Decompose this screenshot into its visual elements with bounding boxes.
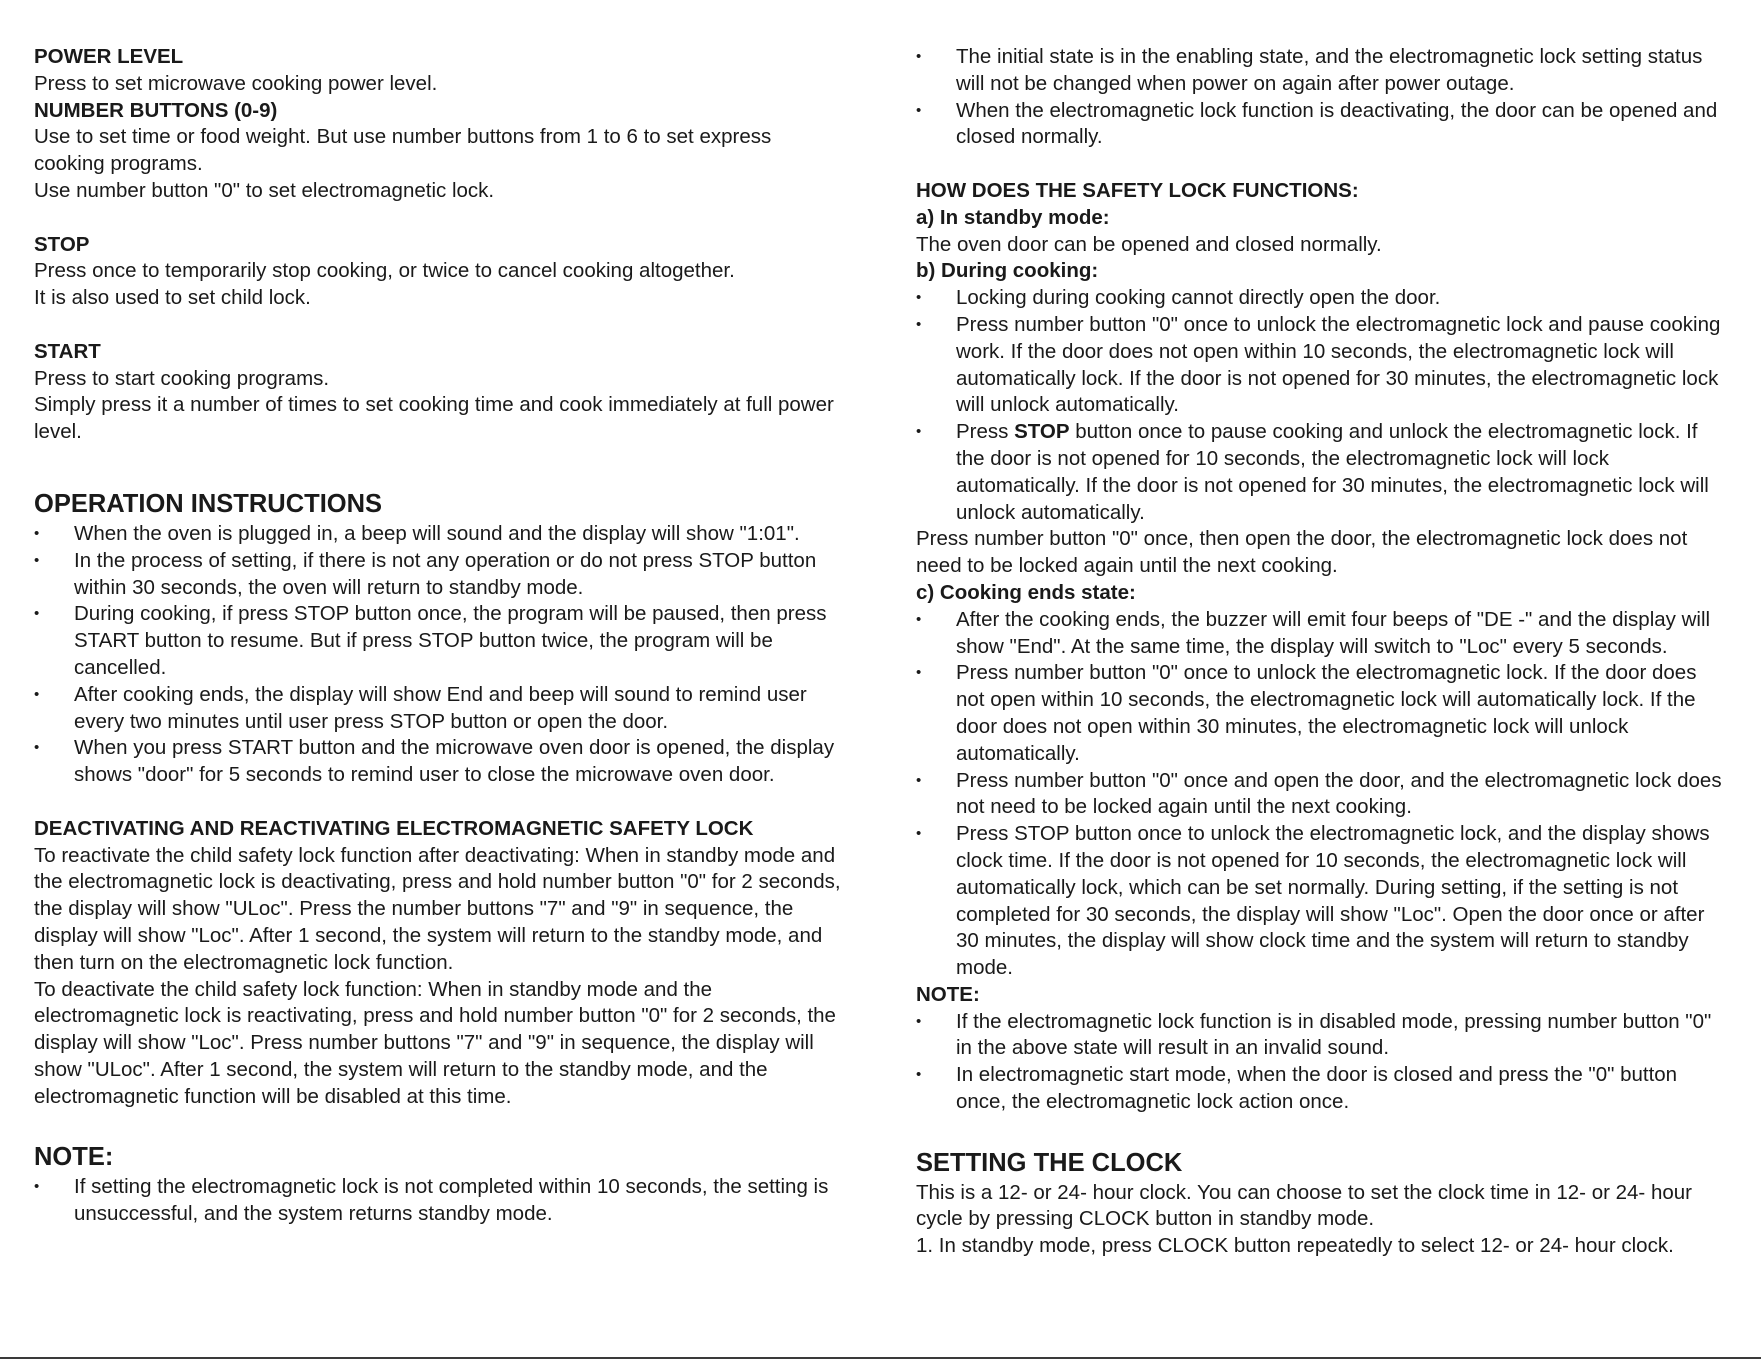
standby-mode-text: The oven door can be opened and closed normally.: [916, 232, 1382, 256]
list-item: • When you press START button and the microwave oven door is opened, the display shows "door" for 5 seconds to remind user to close the microwave oven door.: [34, 735, 844, 789]
during-cooking-list: [916, 285, 1728, 526]
right-column: [916, 44, 1728, 1260]
list-item: [916, 419, 1728, 526]
during-cooking-heading: b) During cooking:: [916, 259, 1099, 283]
number-buttons-text: Use to set time or food weight. But use number buttons from 1 to 6 to set express cooking programs.: [34, 125, 772, 176]
stop-bold: STOP: [1014, 420, 1070, 444]
start-quick-text: Simply press it a number of times to set cooking time and cook immediately at full power level.: [34, 393, 834, 444]
right-note-heading: NOTE:: [916, 982, 980, 1006]
operation-instructions-list: [34, 521, 844, 789]
right-note-list: [916, 1009, 1728, 1116]
list-item: • Press number button "0" once to unlock the electromagnetic lock. If the door does not open within 10 seconds, the electromagnetic lock will automatically lock. If the door does not open within 30 minutes, the electromagnetic lock will unlock automatically.: [916, 660, 1728, 767]
deactivate-text: To deactivate the child safety lock function: When in standby mode and the electromagnetic lock is reactivating, press and hold number button "0" for 2 seconds, the display will show "Loc". Press number buttons "7" and "9" in sequence, the display will show "ULoc". After 1 second, the system will return to the standby mode, and the electromagnetic function will be disabled at this time.: [34, 977, 836, 1108]
list-item: • If the electromagnetic lock function is in disabled mode, pressing number button "0" in the above state will result in an invalid sound.: [916, 1009, 1728, 1063]
list-item: • After cooking ends, the display will show End and beep will sound to remind user every two minutes until user press STOP button or open the door.: [34, 682, 844, 736]
safety-lock-heading: HOW DOES THE SAFETY LOCK FUNCTIONS:: [916, 178, 1359, 202]
list-item: • In electromagnetic start mode, when the door is closed and press the "0" button once, the electromagnetic lock action once.: [916, 1062, 1728, 1116]
stop-rest: button once to pause cooking and unlock the electromagnetic lock. If the door is not opened for 10 seconds, the electromagnetic lock will lock automatically. If the door is not opened for 30 minutes, the electromagnetic lock will unlock automatically.: [956, 420, 1709, 524]
setting-clock-heading: SETTING THE CLOCK: [916, 1148, 1183, 1177]
bottom-divider: [0, 1357, 1761, 1359]
left-note-list: [34, 1174, 844, 1228]
list-item: • If setting the electromagnetic lock is not completed within 10 seconds, the setting is unsuccessful, and the system returns standby mode.: [34, 1174, 844, 1228]
cooking-ends-heading: c) Cooking ends state:: [916, 580, 1136, 604]
stop-child-lock-text: It is also used to set child lock.: [34, 286, 311, 310]
lock-status-list: [916, 44, 1728, 151]
list-item: • The initial state is in the enabling state, and the electromagnetic lock setting status will not be changed when power on again after power outage.: [916, 44, 1728, 98]
setting-clock-text: This is a 12- or 24- hour clock. You can choose to set the clock time in 12- or 24- hour cycle by pressing CLOCK button in standby mode.: [916, 1180, 1692, 1231]
stop-text: Press once to temporarily stop cooking, or twice to cancel cooking altogether.: [34, 259, 735, 283]
cooking-ends-list: [916, 607, 1728, 982]
start-text: Press to start cooking programs.: [34, 366, 330, 390]
list-item: • Locking during cooking cannot directly open the door.: [916, 285, 1728, 312]
power-level-heading: POWER LEVEL: [34, 45, 184, 68]
left-column: [34, 44, 844, 1228]
number-buttons-heading: NUMBER BUTTONS (0-9): [34, 98, 278, 122]
list-item: • Press number button "0" once and open the door, and the electromagnetic lock does not need to be locked again until the next cooking.: [916, 768, 1728, 822]
left-note-heading: NOTE:: [34, 1143, 114, 1172]
list-item: • When the oven is plugged in, a beep will sound and the display will show "1:01".: [34, 521, 844, 548]
deactivating-heading: DEACTIVATING AND REACTIVATING ELECTROMAGNETIC SAFETY LOCK: [34, 816, 754, 840]
stop-prefix: Press: [956, 420, 1015, 444]
reactivate-text: To reactivate the child safety lock function after deactivating: When in standby mode and the electromagnetic lock is deactivating, press and hold number button "0" for 2 seconds, the display will show "ULoc". Press the number buttons "7" and "9" in sequence, the display will show "Loc". After 1 second, the system will return to the standby mode, and then turn on the electromagnetic lock function.: [34, 843, 841, 974]
start-heading: START: [34, 339, 101, 363]
number-buttons-zero-text: Use number button "0" to set electromagnetic lock.: [34, 178, 495, 202]
list-item: • Press STOP button once to unlock the electromagnetic lock, and the display shows clock time. If the door is not opened for 10 seconds, the electromagnetic lock will automatically lock, which can be set normally. During setting, if the setting is not completed for 30 seconds, the display will show "Loc". Open the door once or after 30 minutes, the display will show clock time and the system will return to standby mode.: [916, 821, 1728, 982]
list-item: • When the electromagnetic lock function is deactivating, the door can be opened and closed normally.: [916, 98, 1728, 152]
list-item: • During cooking, if press STOP button once, the program will be paused, then press START button to resume. But if press STOP button twice, the program will be cancelled.: [34, 601, 844, 681]
power-level-text: Press to set microwave cooking power level.: [34, 71, 438, 95]
setting-clock-step-1: 1. In standby mode, press CLOCK button repeatedly to select 12- or 24- hour clock.: [916, 1234, 1674, 1258]
list-item: • Press number button "0" once to unlock the electromagnetic lock and pause cooking work. If the door does not open within 10 seconds, the electromagnetic lock will automatically lock. If the door is not opened for 30 minutes, the electromagnetic lock will unlock automatically.: [916, 312, 1728, 419]
list-item: • In the process of setting, if there is not any operation or do not press STOP button within 30 seconds, the oven will return to standby mode.: [34, 548, 844, 602]
during-cooking-after-text: Press number button "0" once, then open the door, the electromagnetic lock does not need to be locked again until the next cooking.: [916, 527, 1688, 578]
operation-instructions-heading: OPERATION INSTRUCTIONS: [34, 489, 383, 518]
stop-heading: STOP: [34, 232, 90, 256]
standby-mode-heading: a) In standby mode:: [916, 205, 1110, 229]
list-item: • After the cooking ends, the buzzer will emit four beeps of "DE -" and the display will show "End". At the same time, the display will switch to "Loc" every 5 seconds.: [916, 607, 1728, 661]
